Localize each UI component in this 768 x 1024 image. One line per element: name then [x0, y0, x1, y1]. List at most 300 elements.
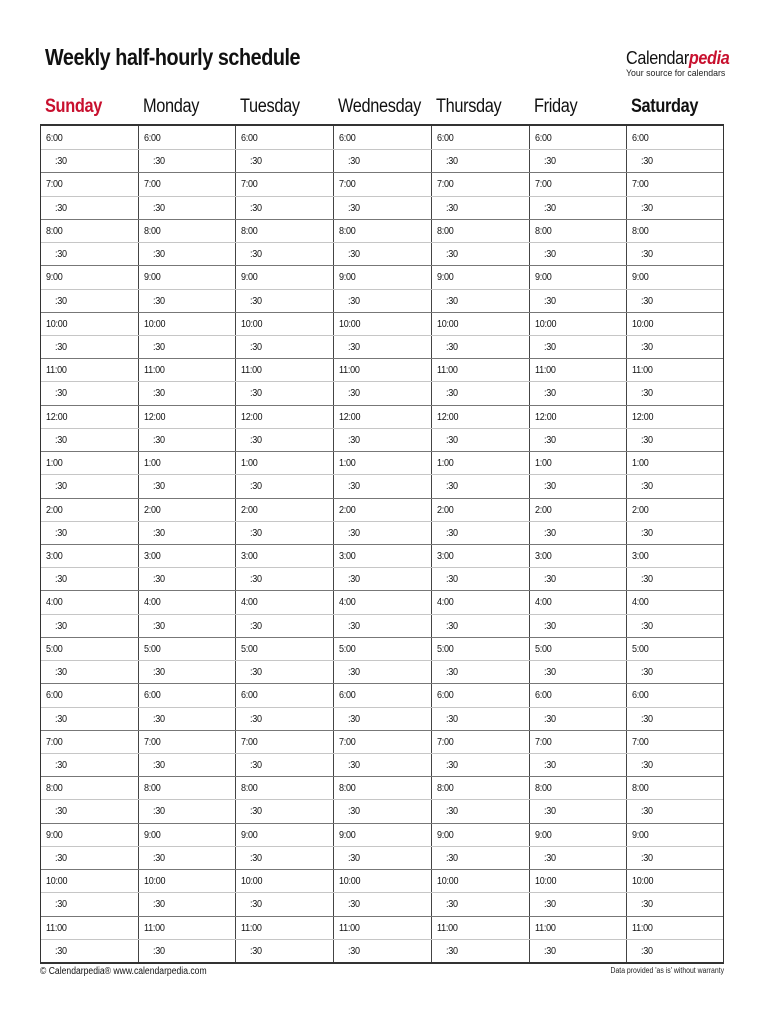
time-slot-cell[interactable]: 3:00: [241, 550, 258, 562]
time-slot-cell[interactable]: :30: [250, 666, 263, 679]
time-slot-cell[interactable]: 6:00: [143, 689, 161, 702]
time-slot-cell[interactable]: 11:00: [632, 921, 653, 934]
time-slot-cell[interactable]: :30: [152, 341, 165, 353]
half-hour-divider: [41, 567, 723, 568]
time-slot-cell[interactable]: :30: [641, 480, 654, 493]
time-slot-cell[interactable]: 9:00: [339, 828, 356, 841]
time-slot-cell[interactable]: :30: [543, 851, 556, 864]
time-slot-cell[interactable]: :30: [445, 759, 458, 771]
time-slot-cell[interactable]: :30: [152, 294, 165, 307]
time-slot-cell[interactable]: :30: [55, 619, 67, 632]
time-slot-cell[interactable]: :30: [445, 341, 458, 353]
day-header-friday: Friday: [533, 96, 577, 117]
time-slot-cell[interactable]: :30: [641, 573, 654, 586]
hour-divider: [41, 172, 723, 173]
time-slot-cell[interactable]: :30: [445, 387, 458, 400]
time-slot-cell[interactable]: 9:00: [632, 828, 649, 841]
time-slot-cell[interactable]: :30: [55, 294, 67, 307]
time-slot-cell[interactable]: :30: [543, 526, 556, 539]
half-hour-divider: [41, 196, 723, 197]
time-slot-cell[interactable]: :30: [348, 387, 360, 400]
time-slot-cell[interactable]: 10:00: [339, 875, 361, 888]
time-slot-cell[interactable]: 7:00: [632, 735, 649, 748]
time-slot-cell[interactable]: :30: [641, 712, 654, 725]
time-slot-cell[interactable]: :30: [55, 805, 67, 818]
half-hour-divider: [41, 289, 723, 290]
time-slot-cell[interactable]: :30: [250, 619, 263, 632]
hour-divider: [41, 405, 723, 406]
time-slot-cell[interactable]: 10:00: [46, 317, 68, 330]
time-slot-cell[interactable]: :30: [445, 666, 458, 679]
time-slot-cell[interactable]: :30: [445, 155, 458, 168]
half-hour-divider: [41, 381, 723, 382]
time-slot-cell[interactable]: :30: [543, 759, 556, 771]
half-hour-divider: [41, 242, 723, 243]
time-slot-cell[interactable]: 2:00: [534, 503, 552, 516]
half-hour-divider: [41, 892, 723, 893]
time-slot-cell[interactable]: 7:00: [241, 178, 258, 191]
time-slot-cell[interactable]: 11:00: [632, 364, 653, 377]
time-slot-cell[interactable]: 1:00: [143, 457, 161, 470]
time-slot-cell[interactable]: :30: [445, 201, 458, 214]
time-slot-cell[interactable]: :30: [152, 759, 165, 771]
time-slot-cell[interactable]: 11:00: [436, 921, 458, 934]
time-slot-cell[interactable]: 7:00: [436, 735, 454, 748]
time-slot-cell[interactable]: :30: [641, 387, 654, 400]
time-slot-cell[interactable]: :30: [250, 805, 263, 818]
time-slot-cell[interactable]: :30: [348, 944, 360, 957]
time-slot-cell[interactable]: :30: [641, 666, 654, 679]
time-slot-cell[interactable]: 2:00: [339, 503, 356, 516]
time-slot-cell[interactable]: 9:00: [534, 271, 552, 284]
time-slot-cell[interactable]: :30: [250, 712, 263, 725]
time-slot-cell[interactable]: :30: [348, 851, 360, 864]
day-header-saturday: Saturday: [631, 96, 699, 117]
half-hour-divider: [41, 335, 723, 336]
time-slot-cell[interactable]: :30: [348, 433, 360, 446]
hour-divider: [41, 823, 723, 824]
time-slot-cell[interactable]: 9:00: [339, 271, 356, 284]
time-slot-cell[interactable]: 7:00: [143, 178, 161, 191]
time-slot-cell[interactable]: 9:00: [241, 828, 258, 841]
time-slot-cell[interactable]: 8:00: [46, 224, 63, 237]
time-slot-cell[interactable]: :30: [250, 294, 263, 307]
time-slot-cell[interactable]: 6:00: [436, 689, 454, 702]
day-header-wednesday: Wednesday: [338, 96, 422, 117]
time-slot-cell[interactable]: 1:00: [632, 457, 649, 470]
time-slot-cell[interactable]: :30: [348, 294, 360, 307]
time-slot-cell[interactable]: :30: [641, 526, 654, 539]
time-slot-cell[interactable]: 8:00: [46, 782, 63, 795]
time-slot-cell[interactable]: :30: [641, 155, 654, 168]
time-slot-cell[interactable]: :30: [152, 944, 165, 957]
day-header-monday: Monday: [142, 96, 199, 117]
time-slot-cell[interactable]: :30: [641, 341, 654, 353]
time-slot-cell[interactable]: 10:00: [534, 317, 556, 330]
time-slot-cell[interactable]: 3:00: [339, 550, 356, 562]
time-slot-cell[interactable]: :30: [543, 294, 556, 307]
time-slot-cell[interactable]: 9:00: [241, 271, 258, 284]
time-slot-cell[interactable]: :30: [543, 480, 556, 493]
time-slot-cell[interactable]: 8:00: [534, 224, 552, 237]
time-slot-cell[interactable]: 7:00: [534, 735, 552, 748]
time-slot-cell[interactable]: 6:00: [632, 689, 649, 702]
time-slot-cell[interactable]: :30: [641, 619, 654, 632]
hour-divider: [41, 730, 723, 731]
footer-disclaimer: Data provided 'as is' without warranty: [610, 966, 724, 975]
time-slot-cell[interactable]: :30: [543, 155, 556, 168]
time-slot-cell[interactable]: :30: [641, 944, 654, 957]
time-slot-cell[interactable]: 1:00: [339, 457, 356, 470]
time-slot-cell[interactable]: 2:00: [632, 503, 649, 516]
time-slot-cell[interactable]: :30: [543, 898, 556, 911]
time-slot-cell[interactable]: :30: [55, 898, 67, 911]
time-slot-cell[interactable]: 7:00: [339, 178, 356, 191]
time-slot-cell[interactable]: :30: [250, 851, 263, 864]
time-slot-cell[interactable]: 2:00: [241, 503, 258, 516]
time-slot-cell[interactable]: 10:00: [534, 875, 556, 888]
time-slot-cell[interactable]: :30: [55, 666, 67, 679]
time-slot-cell[interactable]: 7:00: [241, 735, 258, 748]
time-slot-cell[interactable]: 12:00: [46, 410, 68, 423]
time-slot-cell[interactable]: :30: [445, 433, 458, 446]
time-slot-cell[interactable]: 7:00: [143, 735, 161, 748]
time-slot-cell[interactable]: :30: [445, 480, 458, 493]
time-slot-cell[interactable]: 7:00: [46, 735, 63, 748]
time-slot-cell[interactable]: :30: [543, 944, 556, 957]
time-slot-cell[interactable]: :30: [445, 851, 458, 864]
time-slot-cell[interactable]: 7:00: [534, 178, 552, 191]
time-slot-cell[interactable]: 7:00: [46, 178, 63, 191]
time-slot-cell[interactable]: 10:00: [436, 875, 459, 888]
time-slot-cell[interactable]: :30: [543, 341, 556, 353]
half-hour-divider: [41, 753, 723, 754]
time-slot-cell[interactable]: 6:00: [339, 132, 356, 144]
time-slot-cell[interactable]: 3:00: [46, 550, 63, 562]
time-slot-cell[interactable]: 9:00: [632, 271, 649, 284]
time-slot-cell[interactable]: 11:00: [46, 364, 67, 377]
time-slot-cell[interactable]: :30: [152, 712, 165, 725]
time-slot-cell[interactable]: :30: [641, 805, 654, 818]
time-slot-cell[interactable]: :30: [348, 201, 360, 214]
time-slot-cell[interactable]: 8:00: [632, 224, 649, 237]
time-slot-cell[interactable]: :30: [445, 573, 458, 586]
time-slot-cell[interactable]: 11:00: [46, 921, 67, 934]
time-slot-cell[interactable]: :30: [445, 944, 458, 957]
time-slot-cell[interactable]: :30: [445, 248, 458, 261]
time-slot-cell[interactable]: :30: [152, 898, 165, 911]
time-slot-cell[interactable]: 9:00: [436, 271, 454, 284]
time-slot-cell[interactable]: :30: [641, 759, 654, 771]
time-slot-cell[interactable]: 1:00: [436, 457, 454, 470]
time-slot-cell[interactable]: 6:00: [436, 132, 454, 144]
time-slot-cell[interactable]: 2:00: [46, 503, 63, 516]
time-slot-cell[interactable]: :30: [543, 201, 556, 214]
time-slot-cell[interactable]: 9:00: [534, 828, 552, 841]
time-slot-cell[interactable]: :30: [445, 712, 458, 725]
day-header-row: [40, 96, 724, 122]
hour-divider: [41, 916, 723, 917]
time-slot-cell[interactable]: 7:00: [436, 178, 454, 191]
time-slot-cell[interactable]: 2:00: [143, 503, 161, 516]
time-slot-cell[interactable]: :30: [55, 480, 67, 493]
time-slot-cell[interactable]: 6:00: [241, 689, 258, 702]
half-hour-divider: [41, 939, 723, 940]
time-slot-cell[interactable]: 3:00: [436, 550, 454, 562]
time-slot-cell[interactable]: :30: [250, 944, 263, 957]
time-slot-cell[interactable]: :30: [641, 201, 654, 214]
time-slot-cell[interactable]: 11:00: [339, 921, 360, 934]
time-slot-cell[interactable]: 9:00: [143, 828, 161, 841]
half-hour-divider: [41, 846, 723, 847]
time-slot-cell[interactable]: 11:00: [241, 364, 263, 377]
time-slot-cell[interactable]: :30: [250, 201, 263, 214]
time-slot-cell[interactable]: :30: [445, 619, 458, 632]
time-slot-cell[interactable]: 11:00: [143, 921, 165, 934]
hour-divider: [41, 544, 723, 545]
time-slot-cell[interactable]: :30: [152, 433, 165, 446]
time-slot-cell[interactable]: :30: [348, 526, 360, 539]
time-slot-cell[interactable]: 6:00: [534, 689, 552, 702]
time-slot-cell[interactable]: :30: [55, 526, 67, 539]
time-slot-cell[interactable]: :30: [250, 898, 263, 911]
time-slot-cell[interactable]: :30: [250, 341, 263, 353]
time-slot-cell[interactable]: 5:00: [46, 642, 63, 655]
hour-divider: [41, 590, 723, 591]
hour-divider: [41, 637, 723, 638]
time-slot-cell[interactable]: 5:00: [241, 642, 258, 655]
time-slot-cell[interactable]: :30: [348, 805, 360, 818]
time-slot-cell[interactable]: :30: [348, 341, 360, 353]
time-slot-cell[interactable]: :30: [250, 573, 263, 586]
time-slot-cell[interactable]: :30: [348, 712, 360, 725]
time-slot-cell[interactable]: :30: [152, 619, 165, 632]
time-slot-cell[interactable]: :30: [348, 898, 360, 911]
time-slot-cell[interactable]: 12:00: [339, 410, 361, 423]
time-slot-cell[interactable]: :30: [641, 851, 654, 864]
time-slot-cell[interactable]: 6:00: [339, 689, 356, 702]
hour-divider: [41, 312, 723, 313]
time-slot-cell[interactable]: :30: [641, 248, 654, 261]
time-slot-cell[interactable]: 8:00: [339, 224, 356, 237]
time-slot-cell[interactable]: 6:00: [46, 132, 63, 144]
time-slot-cell[interactable]: :30: [250, 480, 263, 493]
time-slot-cell[interactable]: :30: [152, 851, 165, 864]
time-slot-cell[interactable]: :30: [152, 201, 165, 214]
time-slot-cell[interactable]: :30: [250, 526, 263, 539]
time-slot-cell[interactable]: 4:00: [339, 596, 356, 609]
hour-divider: [41, 219, 723, 220]
brand-name: [626, 48, 730, 68]
time-slot-cell[interactable]: 4:00: [436, 596, 454, 609]
time-slot-cell[interactable]: 11:00: [241, 921, 263, 934]
time-slot-cell[interactable]: :30: [250, 155, 263, 168]
time-slot-cell[interactable]: :30: [55, 341, 67, 353]
time-slot-cell[interactable]: 10:00: [339, 317, 361, 330]
time-slot-cell[interactable]: 8:00: [534, 782, 552, 795]
time-slot-cell[interactable]: 4:00: [46, 596, 63, 609]
time-slot-cell[interactable]: :30: [348, 619, 360, 632]
time-slot-cell[interactable]: 10:00: [143, 317, 166, 330]
time-slot-cell[interactable]: 8:00: [143, 782, 161, 795]
time-slot-cell[interactable]: 8:00: [632, 782, 649, 795]
time-slot-cell[interactable]: 11:00: [436, 364, 458, 377]
time-slot-cell[interactable]: :30: [348, 759, 360, 771]
time-slot-cell[interactable]: 4:00: [534, 596, 552, 609]
time-slot-cell[interactable]: 3:00: [534, 550, 552, 562]
time-slot-cell[interactable]: 4:00: [632, 596, 649, 609]
brand-name-suffix: pedia: [688, 48, 730, 68]
time-slot-cell[interactable]: 5:00: [143, 642, 161, 655]
time-slot-cell[interactable]: :30: [641, 898, 654, 911]
time-slot-cell[interactable]: :30: [543, 387, 556, 400]
time-slot-cell[interactable]: :30: [55, 248, 67, 261]
time-slot-cell[interactable]: :30: [348, 573, 360, 586]
time-slot-cell[interactable]: :30: [152, 480, 165, 493]
hour-divider: [41, 776, 723, 777]
time-slot-cell[interactable]: :30: [543, 619, 556, 632]
footer-copyright: © Calendarpedia® www.calendarpedia.com: [40, 966, 207, 977]
time-slot-cell[interactable]: 10:00: [436, 317, 459, 330]
time-slot-cell[interactable]: :30: [152, 805, 165, 818]
time-slot-cell[interactable]: :30: [543, 666, 556, 679]
time-slot-cell[interactable]: 8:00: [241, 224, 258, 237]
day-header-sunday: Sunday: [45, 96, 102, 117]
time-slot-cell[interactable]: 10:00: [143, 875, 166, 888]
time-slot-cell[interactable]: :30: [55, 712, 67, 725]
time-slot-cell[interactable]: 11:00: [339, 364, 360, 377]
day-header-thursday: Thursday: [435, 96, 502, 117]
time-slot-cell[interactable]: :30: [152, 573, 165, 586]
time-slot-cell[interactable]: 1:00: [46, 457, 63, 470]
time-slot-cell[interactable]: :30: [55, 573, 67, 586]
half-hour-divider: [41, 799, 723, 800]
time-slot-cell[interactable]: :30: [152, 248, 165, 261]
time-slot-cell[interactable]: :30: [543, 573, 556, 586]
time-slot-cell[interactable]: 3:00: [143, 550, 161, 562]
time-slot-cell[interactable]: :30: [641, 294, 654, 307]
time-slot-cell[interactable]: 6:00: [143, 132, 161, 144]
time-slot-cell[interactable]: 6:00: [46, 689, 63, 702]
time-slot-cell[interactable]: :30: [55, 155, 67, 168]
time-slot-cell[interactable]: 5:00: [436, 642, 454, 655]
time-slot-cell[interactable]: 11:00: [143, 364, 165, 377]
time-slot-cell[interactable]: :30: [55, 759, 67, 771]
time-slot-cell[interactable]: 10:00: [241, 875, 263, 888]
time-slot-cell[interactable]: 9:00: [143, 271, 161, 284]
time-slot-cell[interactable]: 7:00: [339, 735, 356, 748]
time-slot-cell[interactable]: 9:00: [46, 271, 63, 284]
time-slot-cell[interactable]: :30: [543, 712, 556, 725]
time-slot-cell[interactable]: :30: [152, 666, 165, 679]
time-slot-cell[interactable]: 12:00: [241, 410, 263, 423]
time-slot-cell[interactable]: :30: [543, 805, 556, 818]
time-slot-cell[interactable]: 12:00: [436, 410, 459, 423]
time-slot-cell[interactable]: :30: [348, 480, 360, 493]
time-slot-cell[interactable]: 12:00: [534, 410, 556, 423]
time-slot-cell[interactable]: :30: [250, 433, 263, 446]
time-slot-cell[interactable]: :30: [55, 433, 67, 446]
hour-divider: [41, 498, 723, 499]
time-slot-cell[interactable]: :30: [55, 387, 67, 400]
time-slot-cell[interactable]: 7:00: [632, 178, 649, 191]
time-slot-cell[interactable]: 4:00: [241, 596, 258, 609]
half-hour-divider: [41, 474, 723, 475]
time-slot-cell[interactable]: :30: [543, 433, 556, 446]
time-slot-cell[interactable]: 10:00: [46, 875, 68, 888]
time-slot-cell[interactable]: 8:00: [241, 782, 258, 795]
time-slot-cell[interactable]: 9:00: [436, 828, 454, 841]
time-slot-cell[interactable]: 5:00: [632, 642, 649, 655]
time-slot-cell[interactable]: 8:00: [143, 224, 161, 237]
time-slot-cell[interactable]: 8:00: [339, 782, 356, 795]
page-title: Weekly half-hourly schedule: [45, 44, 301, 70]
hour-divider: [41, 358, 723, 359]
time-slot-cell[interactable]: :30: [55, 944, 67, 957]
time-slot-cell[interactable]: :30: [348, 155, 360, 168]
time-slot-cell[interactable]: 3:00: [632, 550, 649, 562]
time-slot-cell[interactable]: 4:00: [143, 596, 161, 609]
half-hour-divider: [41, 521, 723, 522]
time-slot-cell[interactable]: :30: [445, 526, 458, 539]
time-slot-cell[interactable]: :30: [152, 155, 165, 168]
time-slot-cell[interactable]: 1:00: [241, 457, 258, 470]
time-slot-cell[interactable]: 10:00: [241, 317, 263, 330]
time-slot-cell[interactable]: 5:00: [534, 642, 552, 655]
time-slot-cell[interactable]: :30: [250, 387, 263, 400]
time-slot-cell[interactable]: :30: [250, 759, 263, 771]
half-hour-divider: [41, 614, 723, 615]
time-slot-cell[interactable]: 2:00: [436, 503, 454, 516]
time-slot-cell[interactable]: 8:00: [436, 782, 454, 795]
hour-divider: [41, 869, 723, 870]
time-slot-cell[interactable]: 6:00: [534, 132, 552, 144]
time-slot-cell[interactable]: 6:00: [241, 132, 258, 144]
time-slot-cell[interactable]: :30: [543, 248, 556, 261]
half-hour-divider: [41, 660, 723, 661]
time-slot-cell[interactable]: 6:00: [632, 132, 649, 144]
half-hour-divider: [41, 149, 723, 150]
time-slot-cell[interactable]: :30: [445, 898, 458, 911]
time-slot-cell[interactable]: 10:00: [632, 317, 654, 330]
time-slot-cell[interactable]: :30: [641, 433, 654, 446]
time-slot-cell[interactable]: 9:00: [46, 828, 63, 841]
time-slot-cell[interactable]: :30: [445, 805, 458, 818]
time-slot-cell[interactable]: :30: [348, 248, 360, 261]
time-slot-cell[interactable]: :30: [152, 526, 165, 539]
half-hour-divider: [41, 707, 723, 708]
time-slot-cell[interactable]: :30: [348, 666, 360, 679]
time-slot-cell[interactable]: :30: [55, 201, 67, 214]
time-slot-cell[interactable]: 5:00: [339, 642, 356, 655]
day-header-tuesday: Tuesday: [240, 96, 301, 117]
hour-divider: [41, 265, 723, 266]
time-slot-cell[interactable]: 10:00: [632, 875, 654, 888]
time-slot-cell[interactable]: :30: [55, 851, 67, 864]
time-slot-cell[interactable]: 8:00: [436, 224, 454, 237]
time-slot-cell[interactable]: 1:00: [534, 457, 552, 470]
time-slot-cell[interactable]: :30: [250, 248, 263, 261]
time-slot-cell[interactable]: 12:00: [143, 410, 166, 423]
time-slot-cell[interactable]: 11:00: [534, 921, 556, 934]
time-slot-cell[interactable]: 11:00: [534, 364, 556, 377]
time-slot-cell[interactable]: :30: [152, 387, 165, 400]
time-slot-cell[interactable]: :30: [445, 294, 458, 307]
brand-logo: [626, 48, 730, 80]
brand-name-prefix: Calendar: [626, 48, 689, 68]
time-slot-cell[interactable]: 12:00: [632, 410, 654, 423]
hour-divider: [41, 451, 723, 452]
